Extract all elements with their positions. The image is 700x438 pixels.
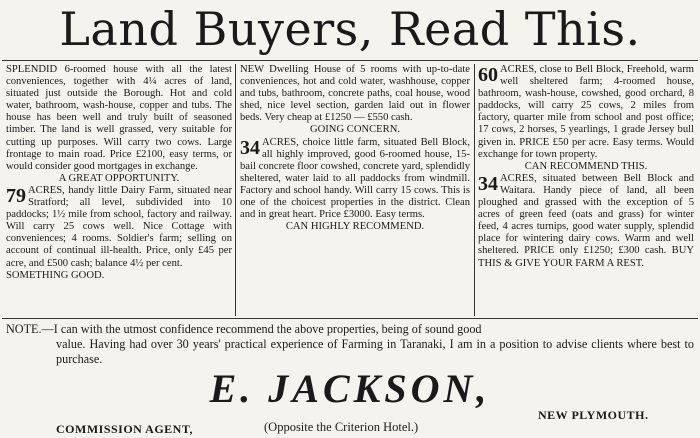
ad-number: 79 <box>6 184 26 207</box>
agent-name: E. JACKSON, <box>209 366 491 411</box>
ad-body: ACRES, close to Bell Block, Freehold, warm well sheltered farm; 4-roomed house, bathroom, wash-house, cowshed, good orchard, 8 paddocks, will carry 25 cows, 2 miles from factory, quarter mile from school and post office; 17 cows, 2 horses, 5 yearlings, 1 grade Jersey bull given in. PRICE £50 per acre. Easy terms. Would exchange for town property. <box>478 64 694 160</box>
ad-body: ACRES, situated between Bell Block and Waitara. Handy piece of land, all been ploughed and grassed with the exception of 5 acres of green feed (oats and grass) for winter feed, 4 acres turnips, good water supply, splendid place for wintering dairy cows. Warm and well sheltered. PRICE only £1250; £300 cash. BUY THIS & GIVE YOUR FARM A REST. <box>478 172 694 269</box>
ad-79-acres <box>6 185 232 270</box>
note-paragraph <box>6 322 694 367</box>
agent-town: NEW PLYMOUTH. <box>538 408 649 422</box>
ad-number: 60 <box>478 64 498 86</box>
ad-34-acres-bell-block <box>240 137 470 222</box>
agent-title: COMMISSION AGENT, <box>56 422 193 436</box>
top-rule <box>2 60 698 61</box>
ad-tag-can-highly-recommend: CAN HIGHLY RECOMMEND. <box>285 221 425 233</box>
ad-tag-going-concern: GOING CONCERN. <box>309 124 401 136</box>
ad-body: ACRES, handy little Dairy Farm, situated near Stratford; all level, subdivided into 10 paddocks; 1½ mile from school, factory and railway. Will carry 25 cows well. Nice Cottage with conveniences; 4 rooms. Soldier's farm; selling on account of continual ill-health. Price, only £45 per acre, and £500 cash; balance 4½ per cent. <box>6 184 232 269</box>
ad-number: 34 <box>240 136 260 159</box>
column-3 <box>478 64 694 316</box>
ad-house-4-acres: SPLENDID 6-roomed house with all the latest conveniences, together with 4¼ acres of land, situated just outside the Borough. Hot and cold water, bathroom, wash-house, copper and tubs. The house has been well and truly built of seasoned timber. The land is well grassed, very suitable for cutting up purposes. Will carry two cows. Large frontage to main road. Price £2100, easy terms, or would consider good mortgages in exchange. <box>6 64 232 172</box>
ad-tag-can-recommend-this: CAN RECOMMEND THIS. <box>524 160 648 172</box>
ad-60-acres <box>478 64 694 161</box>
ad-tag-something-good: SOMETHING GOOD. <box>6 269 105 281</box>
column-divider <box>474 64 475 316</box>
note-rest: value. Having had over 30 years' practical experience of Farming in Taranaki, I am in a position to advise clients where best to purchase. <box>56 337 694 366</box>
ad-number: 34 <box>478 172 498 195</box>
agent-address: (Opposite the Criterion Hotel.) <box>264 420 419 434</box>
column-divider <box>235 64 236 316</box>
column-2 <box>240 64 470 316</box>
ad-body: ACRES, choice little farm, situated Bell Block, all highly improved, good 6-roomed house, 15-bail concrete floor cowshed, concrete yard, splendidly sheltered, water laid to all paddocks from windmill. Factory and school handy. Will carry 15 cows. This is one of the choicest properties in the district. Clean and in great heart. Price £3000. Easy terms. <box>240 136 470 221</box>
middle-rule <box>2 318 698 319</box>
ad-new-dwelling: NEW Dwelling House of 5 rooms with up-to-date conveniences, hot and cold water, washhouse, copper and tubs, bathroom, concrete paths, coal house, wood shed, nice level section, garden laid out in flower beds. Very cheap at £1250 — £550 cash. <box>240 64 470 124</box>
headline: Land Buyers, Read This. <box>59 2 641 56</box>
column-1 <box>6 64 232 316</box>
ad-34-acres-waitara <box>478 173 694 270</box>
note-first-line: NOTE.—I can with the utmost confidence recommend the above properties, being of sound good <box>6 322 482 336</box>
ad-tag-great-opportunity: A GREAT OPPORTUNITY. <box>58 172 180 184</box>
